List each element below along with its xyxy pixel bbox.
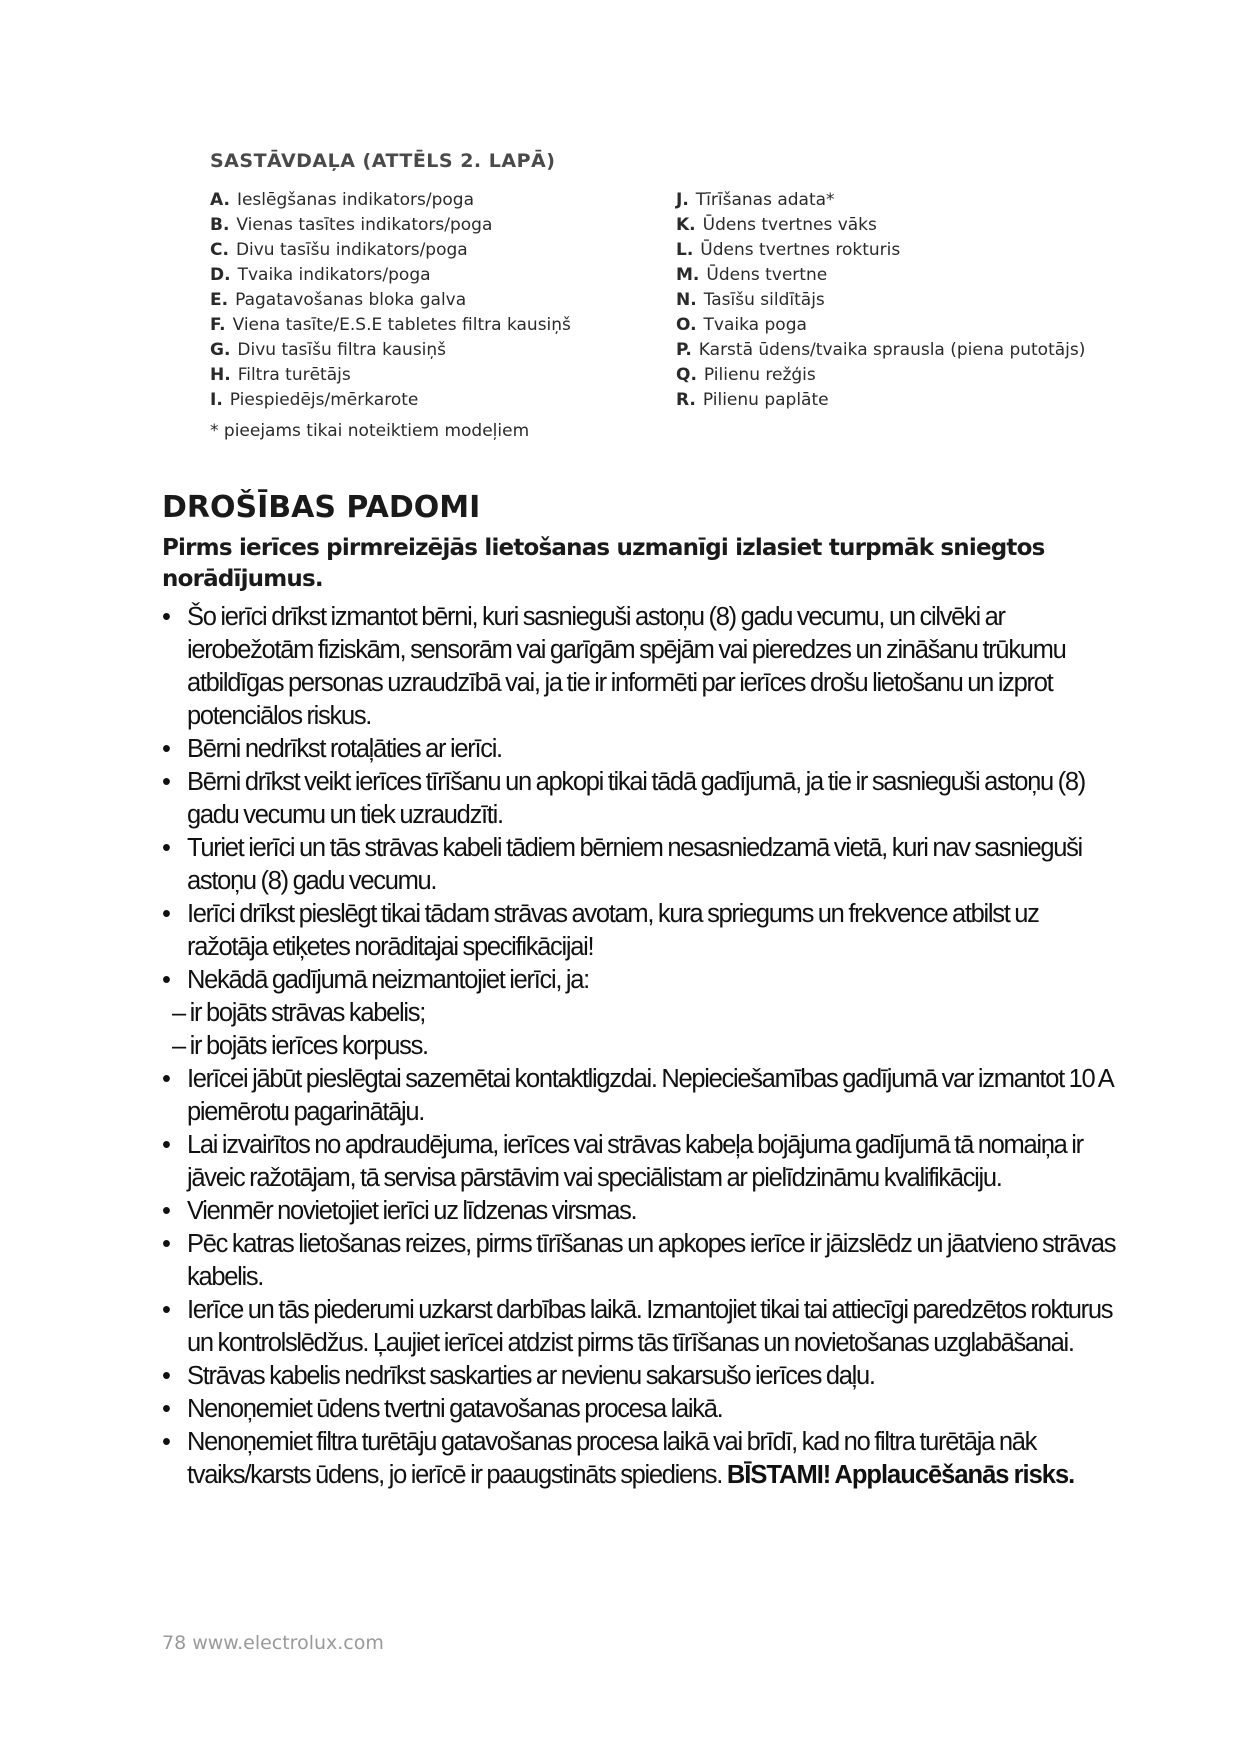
part-letter: G. [210, 340, 231, 360]
part-label: Tasīšu sildītājs [703, 290, 825, 310]
safety-rule: • Ierīcei jābūt pieslēgtai sazemētai kontaktligzdai. Nepieciešamības gadījumā var izmantot 10 A piemērotu pagarinātāju. [162, 1063, 1122, 1129]
safety-rule: • Pēc katras lietošanas reizes, pirms tīrīšanas un apkopes ierīce ir jāizslēdz un jāatvieno strāvas kabelis. [162, 1228, 1122, 1294]
part-label: Ūdens tvertnes vāks [702, 215, 877, 235]
parts-list-right [676, 188, 1116, 413]
parts-heading: SASTĀVDAĻA (ATTĒLS 2. LAPĀ) [210, 150, 556, 172]
safety-intro: Pirms ierīces pirmreizējās lietošanas uzmanīgi izlasiet turpmāk sniegtos norādījumus. [162, 535, 1045, 592]
part-label: Pilienu paplāte [702, 390, 829, 410]
part-item [676, 388, 1116, 413]
part-letter: E. [210, 290, 229, 310]
part-letter: L. [676, 240, 694, 260]
part-label: Ieslēgšanas indikators/poga [236, 190, 474, 210]
part-letter: M. [676, 265, 700, 285]
safety-sub-rule: – ir bojāts ierīces korpuss. [162, 1030, 1122, 1063]
safety-rule: • Bērni drīkst veikt ierīces tīrīšanu un apkopi tikai tādā gadījumā, ja tie ir sasnieguši astoņu (8) gadu vecumu un tiek uzraudzīti. [162, 766, 1122, 832]
part-label: Ūdens tvertne [706, 265, 828, 285]
part-item [676, 313, 1116, 338]
part-item [210, 363, 650, 388]
part-letter: O. [676, 315, 697, 335]
part-label: Ūdens tvertnes rokturis [700, 240, 901, 260]
part-item [676, 188, 1116, 213]
part-label: Filtra turētājs [237, 365, 351, 385]
part-item [210, 213, 650, 238]
safety-title: DROŠĪBAS PADOMI [162, 490, 481, 525]
part-letter: R. [676, 390, 696, 410]
part-item [676, 213, 1116, 238]
part-letter: J. [676, 190, 689, 210]
safety-rule-text: Nenoņemiet filtra turētāju gatavošanas procesa laikā vai brīdī, kad no filtra turētāja nāk tvaiks/karsts ūdens, jo ierīcē ir paaugstināts spiediens. [187, 1428, 1037, 1489]
part-label: Tīrīšanas adata* [695, 190, 835, 210]
part-letter: D. [210, 265, 231, 285]
part-label: Viena tasīte/E.S.E tabletes filtra kausiņš [232, 315, 571, 335]
part-letter: H. [210, 365, 231, 385]
safety-rule: • Turiet ierīci un tās strāvas kabeli tādiem bērniem nesasniedzamā vietā, kuri nav sasnieguši astoņu (8) gadu vecumu. [162, 832, 1122, 898]
part-item [676, 363, 1116, 388]
part-label: Tvaika indikators/poga [237, 265, 431, 285]
part-letter: F. [210, 315, 226, 335]
page-footer: 78 www.electrolux.com [162, 1632, 384, 1654]
part-item [676, 338, 1116, 363]
part-item [210, 238, 650, 263]
safety-sub-rule: – ir bojāts strāvas kabelis; [162, 997, 1122, 1030]
part-item [210, 388, 650, 413]
part-label: Piespiedējs/mērkarote [229, 390, 419, 410]
part-item [210, 288, 650, 313]
part-letter: Q. [676, 365, 697, 385]
safety-rule: • Vienmēr novietojiet ierīci uz līdzenas virsmas. [162, 1195, 1122, 1228]
part-item [210, 338, 650, 363]
safety-rule: • Strāvas kabelis nedrīkst saskarties ar nevienu sakarsušo ierīces daļu. [162, 1360, 1122, 1393]
part-label: Pilienu režģis [703, 365, 816, 385]
part-item [210, 188, 650, 213]
safety-rule: • Ierīce un tās piederumi uzkarst darbības laikā. Izmantojiet tikai tai attiecīgi paredzētos rokturus un kontrolslēdžus. Ļaujiet ierīcei atdzist pirms tās tīrīšanas un novietošanas uzglabāšanai. [162, 1294, 1122, 1360]
part-letter: I. [210, 390, 223, 410]
safety-rule: • Ierīci drīkst pieslēgt tikai tādam strāvas avotam, kura spriegums un frekvence atbilst uz ražotāja etiķetes norāditajai specifikācijai! [162, 898, 1122, 964]
part-item [676, 238, 1116, 263]
part-letter: N. [676, 290, 697, 310]
part-item [210, 313, 650, 338]
part-label: Vienas tasītes indikators/poga [236, 215, 493, 235]
danger-warning: BĪSTAMI! Applaucēšanās risks. [726, 1461, 1075, 1489]
safety-rule: • Nenoņemiet ūdens tvertni gatavošanas procesa laikā. [162, 1393, 1122, 1426]
safety-rules-list [162, 601, 1122, 1492]
part-letter: A. [210, 190, 230, 210]
part-letter: P. [676, 340, 692, 360]
part-label: Tvaika poga [703, 315, 807, 335]
parts-list-left [210, 188, 650, 413]
safety-rule-last [162, 1426, 1122, 1492]
part-label: Karstā ūdens/tvaika sprausla (piena putotājs) [698, 340, 1086, 360]
safety-rule: • Nekādā gadījumā neizmantojiet ierīci, ja: [162, 964, 1122, 997]
safety-rule: • Šo ierīci drīkst izmantot bērni, kuri sasnieguši astoņu (8) gadu vecumu, un cilvēki ar ierobežotām fiziskām, sensorām vai garīgām spējām vai pieredzes un zināšanu trūkumu atbildīgas personas uzraudzībā vai, ja tie ir informēti par ierīces drošu lietošanu un izprot potenciālos riskus. [162, 601, 1122, 733]
part-letter: C. [210, 240, 229, 260]
parts-footnote: * pieejams tikai noteiktiem modeļiem [210, 421, 530, 441]
part-label: Divu tasīšu filtra kausiņš [237, 340, 447, 360]
safety-rule: • Lai izvairītos no apdraudējuma, ierīces vai strāvas kabeļa bojājuma gadījumā tā nomaiņa ir jāveic ražotājam, tā servisa pārstāvim vai speciālistam ar pielīdzināmu kvalifikāciju. [162, 1129, 1122, 1195]
part-letter: B. [210, 215, 230, 235]
part-label: Pagatavošanas bloka galva [235, 290, 467, 310]
part-item [676, 263, 1116, 288]
safety-rule: • Bērni nedrīkst rotaļāties ar ierīci. [162, 733, 1122, 766]
part-item [210, 263, 650, 288]
part-letter: K. [676, 215, 696, 235]
part-label: Divu tasīšu indikators/poga [235, 240, 468, 260]
part-item [676, 288, 1116, 313]
